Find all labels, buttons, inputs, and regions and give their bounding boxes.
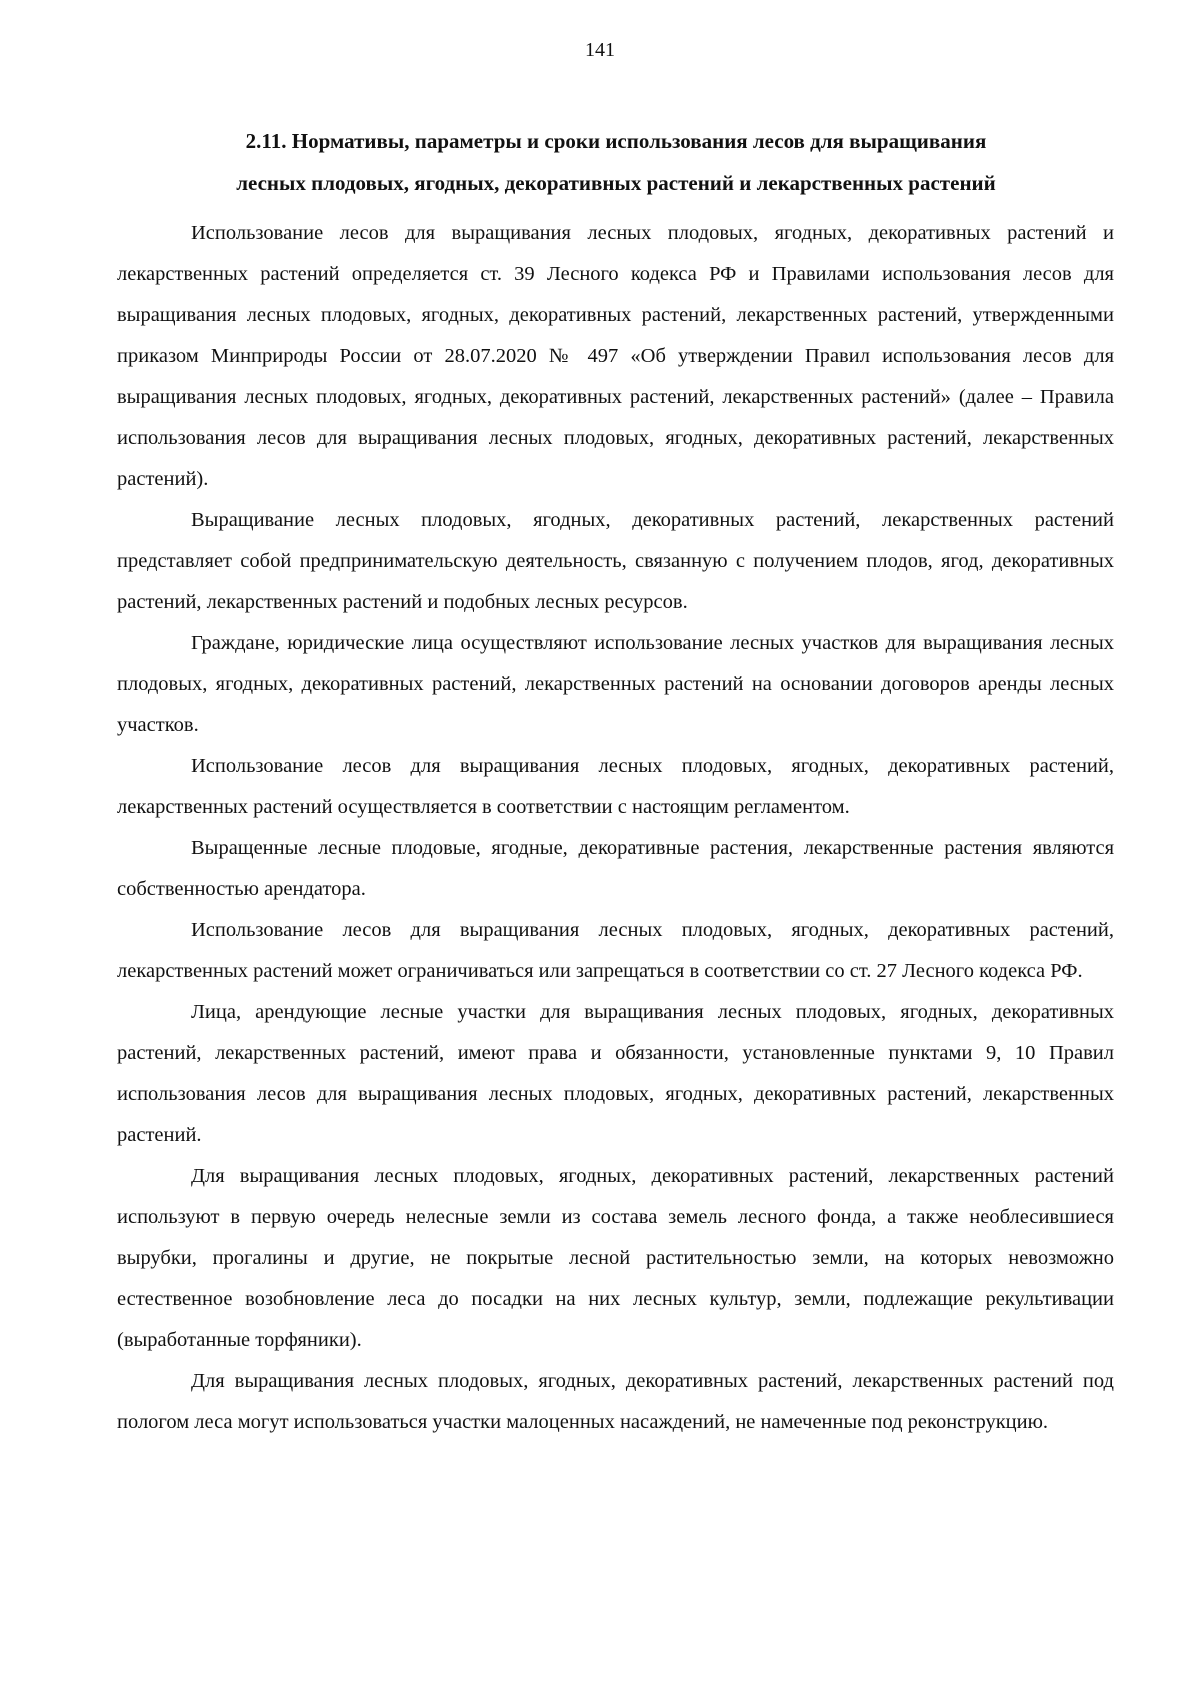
section-heading-line-1: 2.11. Нормативы, параметры и сроки использования лесов для выращивания: [245, 129, 987, 153]
paragraph-6: Использование лесов для выращивания лесных плодовых, ягодных, декоративных растений, лекарственных растений может ограничиваться или запрещаться в соответствии со ст. 27 Лесного кодекса РФ.: [117, 919, 1114, 982]
section-heading: [118, 120, 1114, 204]
section-heading-line-2: лесных плодовых, ягодных, декоративных растений и лекарственных растений: [236, 171, 996, 195]
document-body: [117, 213, 1114, 1443]
paragraph-9: Для выращивания лесных плодовых, ягодных, декоративных растений, лекарственных растений под пологом леса могут использоваться участки малоценных насаждений, не намеченные под реконструкцию.: [117, 1370, 1114, 1433]
paragraph-2: Выращивание лесных плодовых, ягодных, декоративных растений, лекарственных растений представляет собой предпринимательскую деятельность, связанную с получением плодов, ягод, декоративных растений, лекарственных растений и подобных лесных ресурсов.: [117, 509, 1114, 613]
paragraph-4: Использование лесов для выращивания лесных плодовых, ягодных, декоративных растений, лекарственных растений осуществляется в соответствии с настоящим регламентом.: [117, 755, 1114, 818]
paragraph-5: Выращенные лесные плодовые, ягодные, декоративные растения, лекарственные растения являются собственностью арендатора.: [117, 837, 1114, 900]
paragraph-7: Лица, арендующие лесные участки для выращивания лесных плодовых, ягодных, декоративных растений, лекарственных растений, имеют права и обязанности, установленные пунктами 9, 10 Правил использования лесов для выращивания лесных плодовых, ягодных, декоративных растений, лекарственных растений.: [117, 1001, 1114, 1146]
paragraph-3: Граждане, юридические лица осуществляют использование лесных участков для выращивания лесных плодовых, ягодных, декоративных растений, лекарственных растений на основании договоров аренды лесных участков.: [117, 632, 1114, 736]
paragraph-8: Для выращивания лесных плодовых, ягодных, декоративных растений, лекарственных растений используют в первую очередь нелесные земли из состава земель лесного фонда, а также необлесившиеся вырубки, прогалины и другие, не покрытые лесной растительностью земли, на которых невозможно естественное возобновление леса до посадки на них лесных культур, земли, подлежащие рекультивации (выработанные торфяники).: [117, 1165, 1114, 1351]
paragraph-1: Использование лесов для выращивания лесных плодовых, ягодных, декоративных растений и лекарственных растений определяется ст. 39 Лесного кодекса РФ и Правилами использования лесов для выращивания лесных плодовых, ягодных, декоративных растений, лекарственных растений, утвержденными приказом Минприроды России от 28.07.2020 № 497 «Об утверждении Правил использования лесов для выращивания лесных плодовых, ягодных, декоративных растений, лекарственных растений» (далее – Правила использования лесов для выращивания лесных плодовых, ягодных, декоративных растений, лекарственных растений).: [117, 222, 1114, 490]
page-number: 141: [585, 39, 615, 61]
